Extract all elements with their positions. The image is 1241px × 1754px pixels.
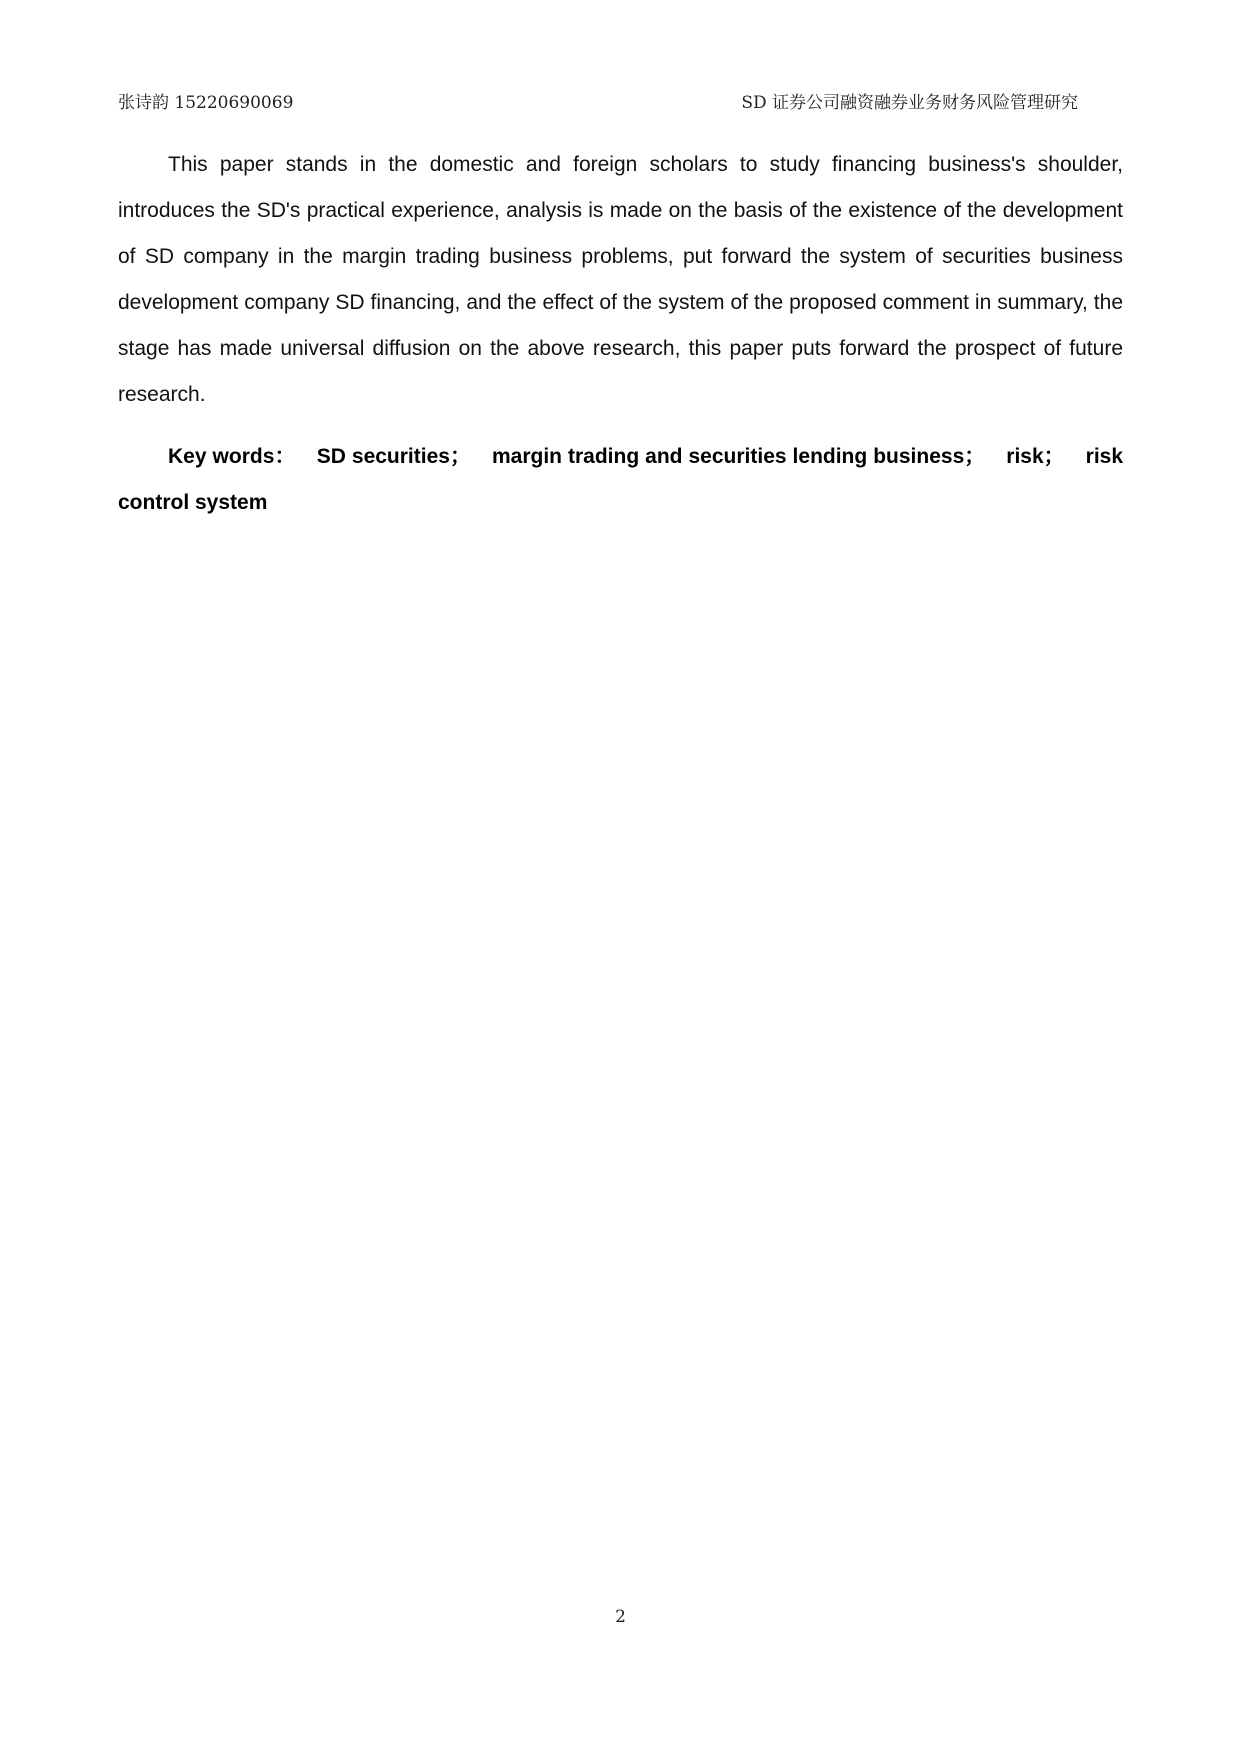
keyword-item: margin trading and securities lending business； — [491, 445, 986, 468]
header-title: SD 证券公司融资融券业务财务风险管理研究 — [741, 93, 1078, 113]
page-number: 2 — [615, 1607, 626, 1627]
page-header — [118, 88, 1078, 118]
page-content — [118, 142, 1123, 526]
keyword-item: risk control system — [118, 445, 1124, 514]
keyword-item: SD securities； — [316, 445, 471, 468]
keyword-item: risk； — [1006, 445, 1065, 468]
header-author: 张诗韵 15220690069 — [118, 93, 294, 113]
keywords-paragraph — [118, 434, 1123, 526]
keywords-label: Key words： — [168, 445, 296, 468]
abstract-paragraph: This paper stands in the domestic and foreign scholars to study financing business's shoulder, introduces the SD's practical experience, analysis is made on the basis of the existence of the development of SD company in the margin trading business problems, put forward the system of securities business development company SD financing, and the effect of the system of the proposed comment in summary, the stage has made universal diffusion on the above research, this paper puts forward the prospect of future research. — [118, 153, 1123, 406]
